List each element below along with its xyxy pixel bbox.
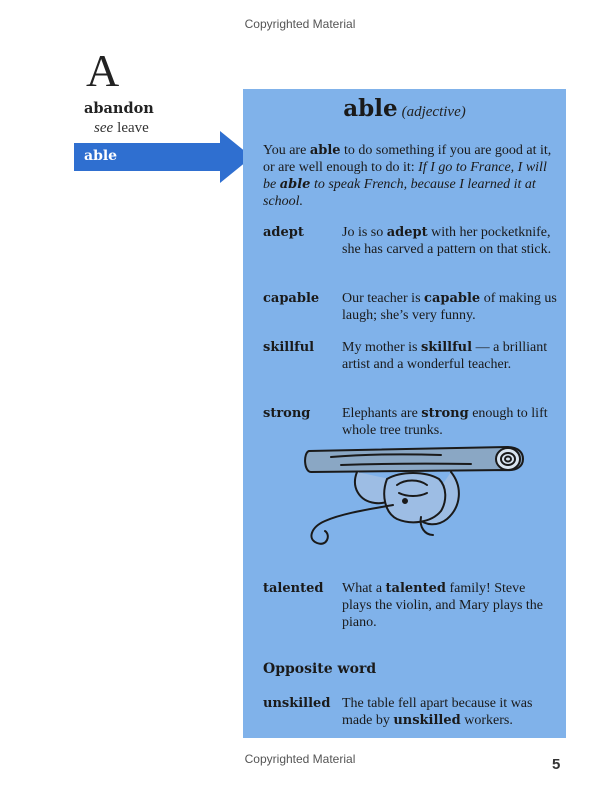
entry-definition: You are able to do something if you are good at it, or are well enough to do it: If I go to France, I will be able to speak French, because I learned it at school. [263, 143, 552, 209]
synonym-example: Elephants are strong enough to lift whole tree trunks. [342, 406, 548, 438]
synonym-example: Our teacher is capable of making us laugh; she’s very funny. [342, 291, 557, 323]
entry-panel [243, 89, 566, 738]
guide-current-word[interactable]: able [84, 148, 118, 164]
opposite-example: The table fell apart because it was made by unskilled workers. [342, 696, 533, 728]
synonym-term: strong [263, 406, 311, 421]
opposite-term: unskilled [263, 696, 331, 711]
synonym-example: What a talented family! Steve plays the violin, and Mary plays the piano. [342, 581, 544, 630]
synonym-term: adept [263, 225, 304, 240]
synonym-term: capable [263, 291, 320, 306]
synonym-example: My mother is skillful — a brilliant artist and a wonderful teacher. [342, 340, 548, 372]
page-number: 5 [552, 756, 561, 773]
see-target-word: leave [117, 120, 149, 136]
opposite-heading: Opposite word [263, 661, 377, 677]
synonym-example: Jo is so adept with her pocketknife, she has carved a pattern on that stick. [342, 225, 552, 257]
entry-headword-line [243, 95, 566, 122]
part-of-speech: (adjective) [401, 104, 466, 120]
section-letter: A [86, 45, 120, 96]
copyright-notice-top: Copyrighted Material [244, 17, 356, 31]
synonym-term: skillful [263, 340, 315, 355]
elephant-lifting-log-icon [301, 439, 525, 560]
synonym-term: talented [263, 581, 324, 596]
see-label: see [94, 120, 114, 136]
guide-prev-word[interactable]: abandon [84, 100, 154, 117]
entry-headword: able [343, 95, 398, 122]
copyright-notice-bottom: Copyrighted Material [244, 752, 356, 766]
